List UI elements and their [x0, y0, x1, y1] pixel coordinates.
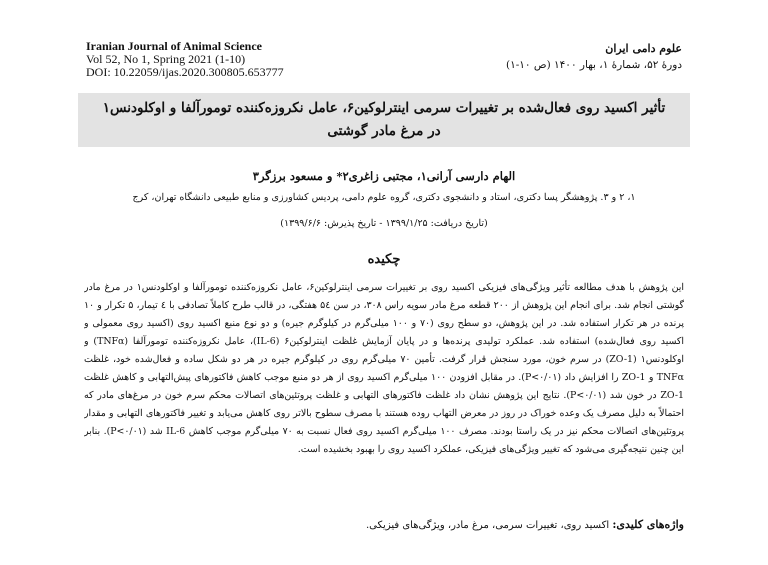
article-title-line-1: تأثیر اکسید روی فعال‌شده بر تغییرات سرمی اینترلوکین۶، عامل نکروزه‌کننده تومورآلفا و اوکلودنس۱ [102, 100, 666, 116]
article-title-line-2: در مرغ مادر گوشتی [327, 123, 441, 139]
journal-header-fa [362, 40, 682, 74]
keywords [84, 517, 684, 534]
article-title [82, 97, 686, 143]
submission-dates: (تاریخ دریافت: ۱۳۹۹/۱/۲۵ - تاریخ پذیرش: ۱۳۹۹/۶/۶) [280, 218, 488, 229]
keywords-text: اکسید روی، تغییرات سرمی، مرغ مادر، ویژگی‌های فیزیکی. [366, 520, 610, 531]
journal-doi: DOI: 10.22059/ijas.2020.300805.653777 [86, 65, 284, 79]
journal-title-fa: علوم دامی ایران [605, 42, 682, 55]
keywords-label: واژه‌های کلیدی: [612, 518, 684, 531]
journal-volume-en: Vol 52, No 1, Spring 2021 (1-10) [86, 52, 246, 66]
abstract-body: این پژوهش با هدف مطالعه تأثیر ویژگی‌های فیزیکی اکسید روی بر تغییرات سرمی اینترلوکین۶، عامل نکروزه‌کننده تومورآلفا و اوکلودنس۱ در مرغ مادر گوشتی انجام شد. برای انجام این پژوهش از ۲۰۰ قطعه مرغ مادر سویه راس ۳۰۸، در سن ۵٤ هفتگی، در قالب طرح کاملاً تصادفی با ٤ تیمار، ۵ تکرار و ۱۰ پرنده در هر تکرار استفاده شد. در این پژوهش، دو سطح روی (۷۰ و ۱۰۰ میلی‌گرم در کیلوگرم جیره) و دو نوع منبع اکسید روی (اکسید روی معمولی و اکسید روی فعال‌شده) استفاده شد. عملکرد تولیدی پرنده‌ها و در پایان آزمایش غلظت اینترلوکین۶ (IL-6)، عامل نکروزه‌کننده تومورآلفا (TNFα) و اوکلودنس۱ (ZO-1) در سرم خون، مورد سنجش قرار گرفت. تأمین ۷۰ میلی‌گرم روی در کیلوگرم جیره در هر دو شکل ساده و فعال‌شده خود، غلظت TNFα و ZO-1 را افزایش داد (P<۰/۰۱). در مقابل افزودن ۱۰۰ میلی‌گرم اکسید روی از هر دو منبع موجب کاهش فاکتورهای پیش‌التهابی و کاهش غلظت ZO-1 در خون شد (P<۰/۰۱). نتایج این پژوهش نشان داد غلظت فاکتورهای التهابی و غلظت پروتئین‌های اتصالات محکم سرم خون در مرغ‌های مادر که احتمالاً به دلیل مصرف یک وعده خوراک در روز در معرض التهاب روده هستند با مصرف سطوح بالاتر روی کاهش می‌یابد و تغییر فاکتورهای التهابی و مقدار پروتئین‌های اتصالات محکم نیز در یک راستا بودند. مصرف ۱۰۰ میلی‌گرم اکسید روی فعال نسبت به ۷۰ میلی‌گرم موجب کاهش IL-6 شد (P<۰/۰۱). بنابر این چنین نتیجه‌گیری می‌شود که تغییر ویژگی‌های فیزیکی، عملکرد اکسید روی را بهبود بخشیده است. [84, 282, 684, 455]
journal-volume-fa: دورۀ ۵۲، شمارۀ ۱، بهار ۱۴۰۰ (ص ۱۰-۱) [505, 59, 682, 71]
journal-title-en: Iranian Journal of Animal Science [86, 39, 263, 53]
journal-header-en [86, 40, 386, 79]
authors: الهام دارسی آرانی۱، مجتبی زاغری۲* و مسعود برزگر۳ [252, 169, 516, 183]
abstract-heading: چکیده [367, 252, 401, 267]
affiliation: ۱، ۲ و ۳. پژوهشگر پسا دکتری، استاد و دانشجوی دکتری، گروه علوم دامی، پردیس کشاورزی و منابع طبیعی دانشگاه تهران، کرج [132, 192, 636, 203]
